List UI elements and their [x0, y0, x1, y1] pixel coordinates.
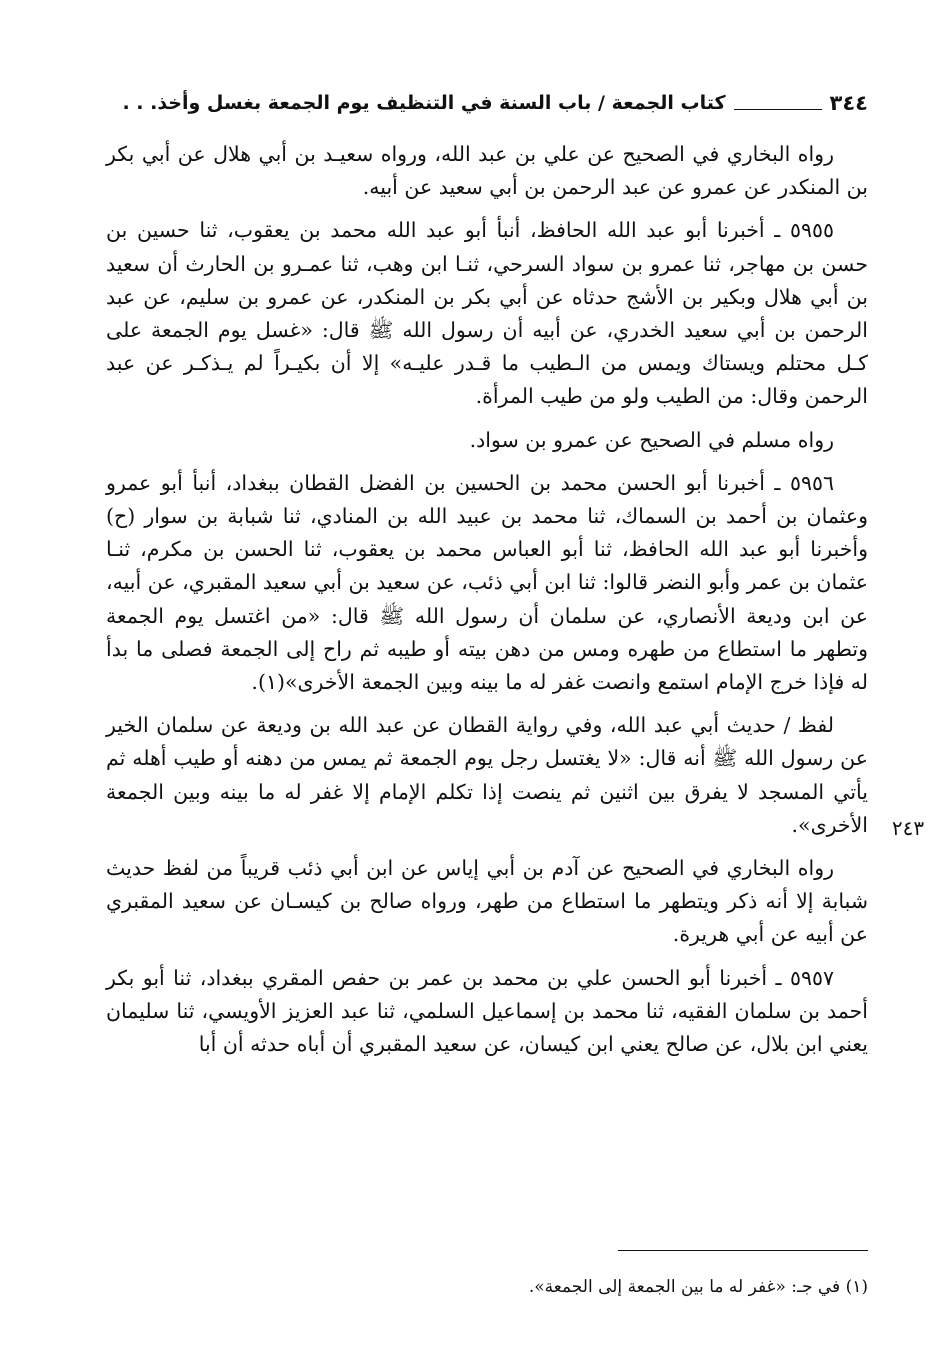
footnote-separator: [618, 1250, 868, 1251]
paragraph: ٥٩٥٦ ـ أخبرنا أبو الحسن محمد بن الحسين بن الفضل القطان ببغداد، أنبأ أبو عمرو وعثمان بن أحمد بن السماك، ثنا محمد بن عبيد الله بن المنادي، ثنا شبابة بن سوار (ح) وأخبرنا أبو عبد الله الحافظ، ثنا أبو العباس محمد بن يعقوب، ثنا الحسن بن مكرم، ثنـا عثمان بن عمر وأبو النضر قالوا: ثنا ابن أبي ذئب، عن سعيد بن أبي سعيد المقبري، عن أبيه، عن ابن وديعة الأنصاري، عن سلمان أن رسول الله ﷺ قال: «من اغتسل يوم الجمعة وتطهر ما استطاع من طهره ومس من دهن بيته أو طيبه ثم راح إلى الجمعة فصلى ما بدأ له فإذا خرج الإمام استمع وانصت غفر له ما بينه وبين الجمعة الأخرى»(١).: [106, 470, 868, 695]
paragraph: ٥٩٥٧ ـ أخبرنا أبو الحسن علي بن محمد بن عمر بن حفص المقري ببغداد، ثنا أبو بكر أحمد بن سلمان الفقيه، ثنا محمد بن إسماعيل السلمي، ثنا عبد العزيز الأويسي، ثنا سليمان يعني ابن بلال، عن صالح يعني ابن كيسان، عن سعيد المقبري أن أباه حدثه أن أبا: [106, 965, 868, 1057]
paragraph: ٥٩٥٥ ـ أخبرنا أبو عبد الله الحافظ، أنبأ أبو عبد الله محمد بن يعقوب، ثنا حسين بن حسن بن مهاجر، ثنا عمرو بن سواد السرحي، ثنـا ابن وهب، ثنا عمـرو بن الحارث أن سعيد بن أبي هلال وبكير بن الأشج حدثاه عن أبي بكر بن المنكدر، عن عمرو بن سليم، عن عبد الرحمن بن أبي سعيد الخدري، عن أبيه أن رسول الله ﷺ قال: «غسل يوم الجمعة على كـل محتلم ويستاك ويمس من الـطيب ما قـدر عليـه» إلا أن بكيـراً لم يـذكـر عن عبد الرحمن وقال: من الطيب ولو من طيب المرأة.: [106, 218, 868, 409]
paragraph: رواه مسلم في الصحيح عن عمرو بن سواد.: [469, 427, 834, 452]
header-rule: [734, 109, 822, 110]
page-number: ٣٤٤: [829, 91, 868, 115]
page-header: [106, 86, 868, 120]
margin-folio-number: ٢٤٣: [891, 816, 925, 840]
main-text: [106, 138, 868, 1061]
paragraph: لفظ / حديث أبي عبد الله، وفي رواية القطان عن عبد الله بن وديعة عن سلمان الخير عن رسول الله ﷺ أنه قال: «لا يغتسل رجل يوم الجمعة ثم يمس من دهنه أو طيب أهله ثم يأتي المسجد لا يفرق بين اثنين ثم ينصت إذا تكلم الإمام إلا غفر له ما بينه وبين الجمعة الأخرى».: [106, 713, 868, 837]
running-title: كتاب الجمعة / باب السنة في التنظيف يوم الجمعة بغسل وأخذ. . .: [122, 92, 726, 114]
footnote: (١) في جـ: «غفر له ما بين الجمعة إلى الجمعة».: [528, 1277, 868, 1297]
paragraph: رواه البخاري في الصحيح عن علي بن عبد الله، ورواه سعيـد بن أبي هلال عن أبي بكر بن المنكدر عن عمرو عن عبد الرحمن بن أبي سعيد عن أبيه.: [106, 142, 868, 200]
paragraph: رواه البخاري في الصحيح عن آدم بن أبي إياس عن ابن أبي ذئب قريباً من لفظ حديث شبابة إلا أنه ذكر ويتطهر ما استطاع من طهر، ورواه صالح بن كيسـان عن سعيد المقبري عن أبيه عن أبي هريرة.: [106, 856, 868, 947]
